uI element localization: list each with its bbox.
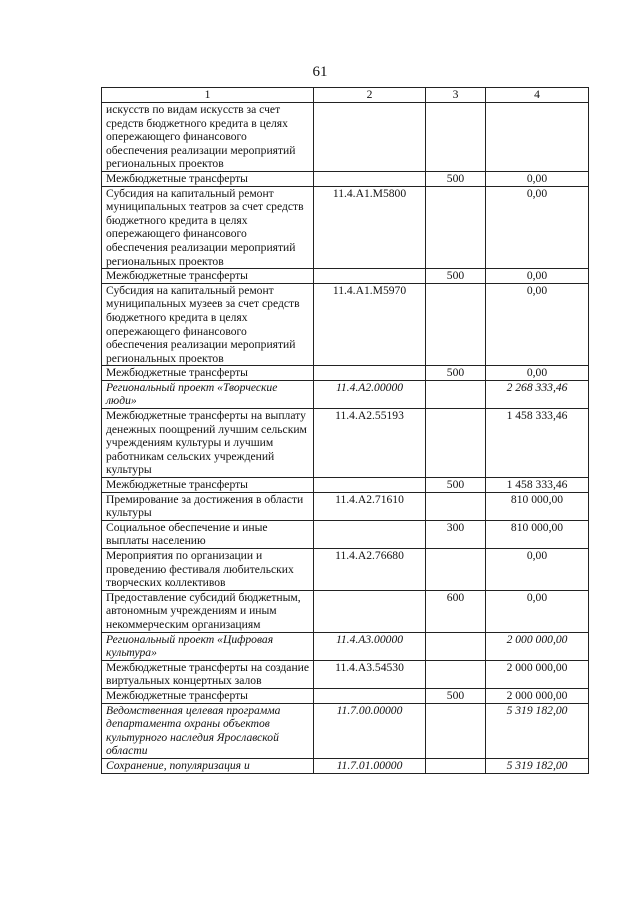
table-row [102,590,589,632]
table-row [102,758,589,773]
header-row [102,88,589,103]
row-sum-cell [486,103,589,172]
budget-table [101,87,589,774]
table-row [102,549,589,591]
row-kind-cell: 300 [426,520,486,548]
table-row [102,409,589,478]
row-sum-cell: 0,00 [486,283,589,366]
row-kind-cell: 600 [426,590,486,632]
row-sum-cell: 5 319 182,00 [486,758,589,773]
table-row [102,703,589,758]
row-name-cell: Межбюджетные трансферты [102,688,314,703]
row-sum-cell: 810 000,00 [486,520,589,548]
table-row [102,520,589,548]
row-kind-cell [426,632,486,660]
row-code-cell [314,688,426,703]
row-name-cell: Премирование за достижения в области культуры [102,492,314,520]
table-row [102,478,589,493]
row-code-cell: 11.4.A2.55193 [314,409,426,478]
table-row [102,186,589,269]
row-sum-cell: 2 268 333,46 [486,380,589,408]
row-code-cell: 11.4.A1.M5800 [314,186,426,269]
row-name-cell: Социальное обеспечение и иные выплаты населению [102,520,314,548]
table-row [102,366,589,381]
table-body [102,103,589,774]
row-code-cell: 11.4.A2.00000 [314,380,426,408]
row-name-cell: Региональный проект «Цифровая культура» [102,632,314,660]
row-code-cell: 11.4.A2.71610 [314,492,426,520]
row-code-cell [314,366,426,381]
row-kind-cell: 500 [426,688,486,703]
row-sum-cell: 1 458 333,46 [486,409,589,478]
row-sum-cell: 0,00 [486,186,589,269]
row-name-cell: Межбюджетные трансферты на выплату денежных поощрений лучшим сельским учреждениям культуры и лучшим работникам сельских учреждений культуры [102,409,314,478]
row-name-cell: Межбюджетные трансферты [102,366,314,381]
row-code-cell: 11.4.A3.00000 [314,632,426,660]
row-code-cell: 11.4.A3.54530 [314,660,426,688]
table-row [102,283,589,366]
row-sum-cell: 0,00 [486,171,589,186]
header-col-code: 2 [314,88,426,103]
row-sum-cell: 5 319 182,00 [486,703,589,758]
row-code-cell [314,478,426,493]
header-col-name: 1 [102,88,314,103]
row-kind-cell: 500 [426,269,486,284]
row-kind-cell [426,549,486,591]
row-code-cell [314,103,426,172]
table-row [102,632,589,660]
row-code-cell: 11.7.00.00000 [314,703,426,758]
row-kind-cell: 500 [426,366,486,381]
row-name-cell: Ведомственная целевая программа департамента охраны объектов культурного наследия Ярославской области [102,703,314,758]
row-name-cell: Субсидия на капитальный ремонт муниципальных музеев за счет средств бюджетного кредита в целях опережающего финансового обеспечения реализации мероприятий региональных проектов [102,283,314,366]
table-row [102,660,589,688]
table-row [102,171,589,186]
row-name-cell: Субсидия на капитальный ремонт муниципальных театров за счет средств бюджетного кредита в целях опережающего финансового обеспечения реализации мероприятий региональных проектов [102,186,314,269]
row-sum-cell: 0,00 [486,269,589,284]
row-name-cell: Региональный проект «Творческие люди» [102,380,314,408]
row-kind-cell [426,186,486,269]
table-row [102,269,589,284]
row-kind-cell: 500 [426,478,486,493]
row-kind-cell [426,103,486,172]
row-sum-cell: 2 000 000,00 [486,632,589,660]
row-kind-cell [426,758,486,773]
row-name-cell: Межбюджетные трансферты [102,478,314,493]
row-kind-cell [426,492,486,520]
row-sum-cell: 2 000 000,00 [486,660,589,688]
row-sum-cell: 0,00 [486,590,589,632]
row-kind-cell [426,380,486,408]
row-code-cell [314,171,426,186]
row-code-cell [314,520,426,548]
row-sum-cell: 810 000,00 [486,492,589,520]
header-col-sum: 4 [486,88,589,103]
header-col-kind: 3 [426,88,486,103]
row-code-cell [314,269,426,284]
row-name-cell: Мероприятия по организации и проведению фестиваля любительских творческих коллективов [102,549,314,591]
row-kind-cell [426,703,486,758]
row-kind-cell [426,283,486,366]
row-code-cell [314,590,426,632]
row-code-cell: 11.4.A2.76680 [314,549,426,591]
row-name-cell: Межбюджетные трансферты [102,171,314,186]
row-name-cell: искусств по видам искусств за счет средств бюджетного кредита в целях опережающего финансового обеспечения реализации мероприятий региональных проектов [102,103,314,172]
row-kind-cell [426,660,486,688]
row-kind-cell [426,409,486,478]
table-header [102,88,589,103]
row-code-cell: 11.4.A1.M5970 [314,283,426,366]
row-name-cell: Сохранение, популяризация и [102,758,314,773]
row-sum-cell: 2 000 000,00 [486,688,589,703]
row-code-cell: 11.7.01.00000 [314,758,426,773]
table-row [102,492,589,520]
page-number: 61 [312,64,328,80]
row-name-cell: Предоставление субсидий бюджетным, автономным учреждениям и иным некоммерческим организациям [102,590,314,632]
row-sum-cell: 0,00 [486,549,589,591]
table-row [102,380,589,408]
row-kind-cell: 500 [426,171,486,186]
row-name-cell: Межбюджетные трансферты на создание виртуальных концертных залов [102,660,314,688]
table-row [102,688,589,703]
table-row [102,103,589,172]
row-sum-cell: 1 458 333,46 [486,478,589,493]
row-name-cell: Межбюджетные трансферты [102,269,314,284]
row-sum-cell: 0,00 [486,366,589,381]
